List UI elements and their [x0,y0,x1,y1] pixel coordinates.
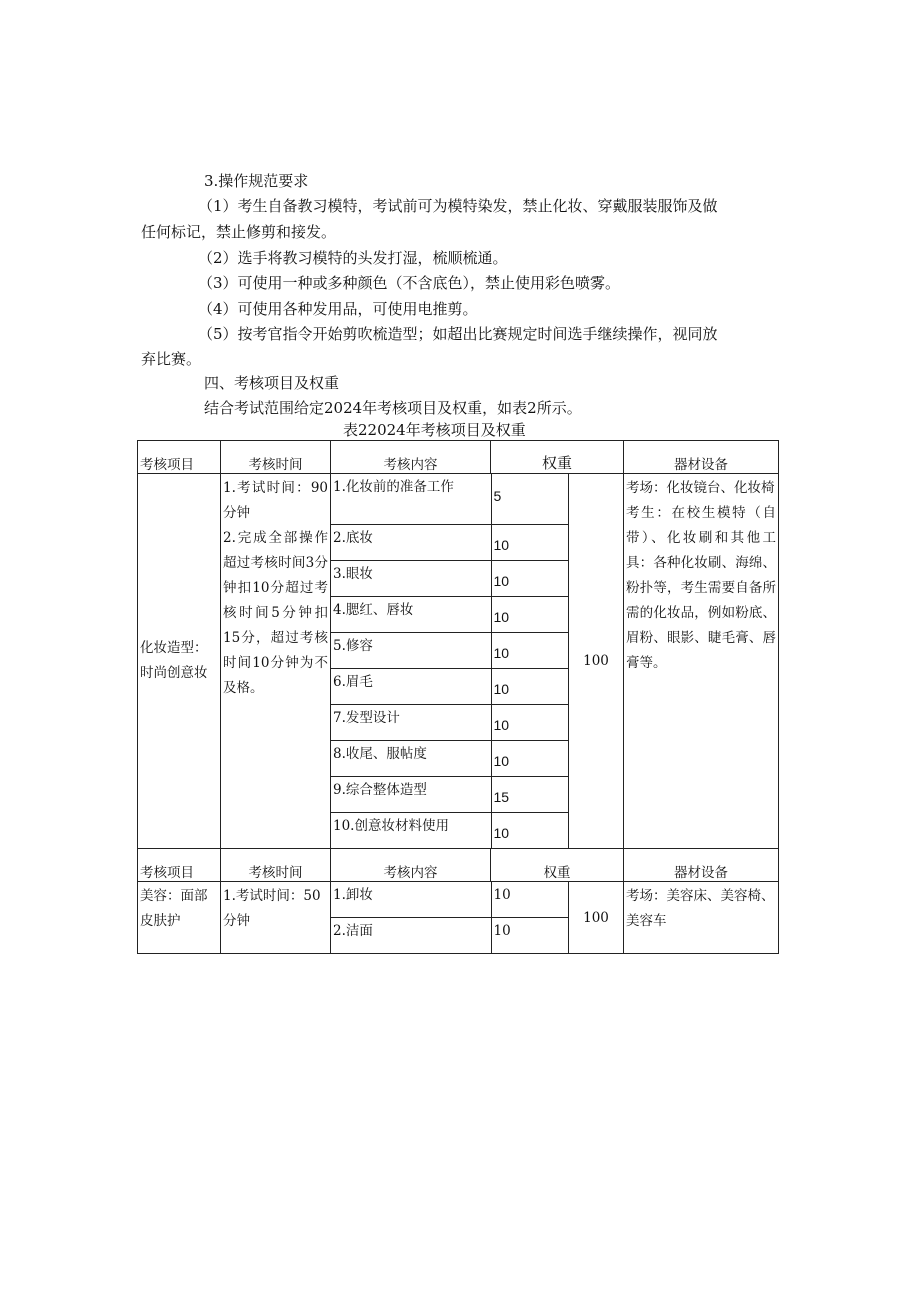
group1-project: 化妆造型：时尚创意妆 [138,474,221,849]
item-weight: 5 [493,488,502,504]
section3-item1-line2: 任何标记，禁止修剪和接发。 [141,223,337,241]
header-project: 考核项目 [138,441,221,474]
group2-time: 1.考试时间：50分钟 [221,882,331,954]
group2-row [138,882,779,954]
group1-item [331,597,569,633]
section4-intro: 结合考试范围给定2024年考核项目及权重，如表2所示。 [204,399,582,417]
section3-item5-line1: （5）按考官指令开始剪吹梳造型；如超出比赛规定时间选手继续操作，视同放 [198,325,718,343]
group1-item [331,474,569,525]
item-label: 1.化妆前的准备工作 [333,479,454,495]
item-label: 7.发型设计 [333,710,400,726]
item-weight: 10 [493,609,510,625]
item-weight: 10 [493,923,511,939]
section3-item1-line1: （1）考生自备教习模特，考试前可为模特染发，禁止化妆、穿戴服装服饰及做 [198,197,718,215]
section4-title: 四、考核项目及权重 [204,374,340,392]
group1-item [331,561,569,597]
group2-items [331,882,569,954]
item-label: 4.腮红、唇妆 [333,602,414,618]
item-label: 1.卸妆 [333,887,373,903]
item-label: 3.眼妆 [333,566,373,582]
item-weight: 10 [493,573,510,589]
table-header-row-2 [138,849,779,882]
item-weight: 10 [493,717,510,733]
group1-item [331,741,569,777]
group1-equipment: 考场：化妆镜台、化妆椅 考生：在校生模特（自带）、化妆刷和其他工具：各种化妆刷、海绵、粉扑等，考生需要自备所需的化妆品，例如粉底、眉粉、眼影、睫毛膏、唇膏等。 [624,474,779,849]
item-weight: 10 [493,681,510,697]
header-equipment: 器材设备 [624,441,779,474]
header2-time: 考核时间 [221,849,331,882]
item-weight: 10 [493,887,511,903]
table-caption: 表22024年考核项目及权重 [343,421,526,439]
item-label: 6.眉毛 [333,674,373,690]
group2-equipment: 考场：美容床、美容椅、美容车 [624,882,779,954]
header2-weight: 权重 [491,849,624,882]
item-label: 8.收尾、服帖度 [333,746,427,762]
group1-time: 1.考试时间：90分钟 2.完成全部操作超过考核时间3分钟扣10分超过考核时间5分钟扣15分，超过考核时间10分钟为不及格。 [221,474,331,849]
group1-item [331,705,569,741]
section3-item3: （3）可使用一种或多种颜色（不含底色），禁止使用彩色喷雾。 [198,274,621,292]
header-time: 考核时间 [221,441,331,474]
item-label: 10.创意妆材料使用 [333,818,449,834]
group1-total: 100 [569,474,624,849]
group1-items [331,474,569,849]
group1-item [331,669,569,705]
group2-project: 美容：面部皮肤护 [138,882,221,954]
item-label: 2.底妆 [333,530,373,546]
table-header-row-1 [138,441,779,474]
item-weight: 15 [493,789,510,805]
item-weight: 10 [493,825,510,841]
header-content: 考核内容 [331,441,491,474]
header2-content: 考核内容 [331,849,491,882]
group2-item [331,882,569,918]
group1-item [331,633,569,669]
group2-item [331,918,569,954]
header2-equipment: 器材设备 [624,849,779,882]
header2-project: 考核项目 [138,849,221,882]
group1-row [138,474,779,849]
group1-item [331,525,569,561]
item-weight: 10 [493,753,510,769]
assessment-table [137,440,779,954]
item-label: 9.综合整体造型 [333,782,427,798]
group1-item [331,777,569,813]
section3-item2: （2）选手将教习模特的头发打湿，梳顺梳通。 [198,249,508,267]
item-label: 5.修容 [333,638,373,654]
section3-item5-line2: 弃比赛。 [141,350,202,368]
item-weight: 10 [493,537,510,553]
item-weight: 10 [493,645,510,661]
group2-total: 100 [569,882,624,954]
header-weight: 权重 [491,441,624,474]
section3-item4: （4）可使用各种发用品，可使用电推剪。 [198,300,478,318]
item-label: 2.洁面 [333,923,373,939]
group1-item [331,813,569,849]
section3-title: 3.操作规范要求 [204,172,309,190]
